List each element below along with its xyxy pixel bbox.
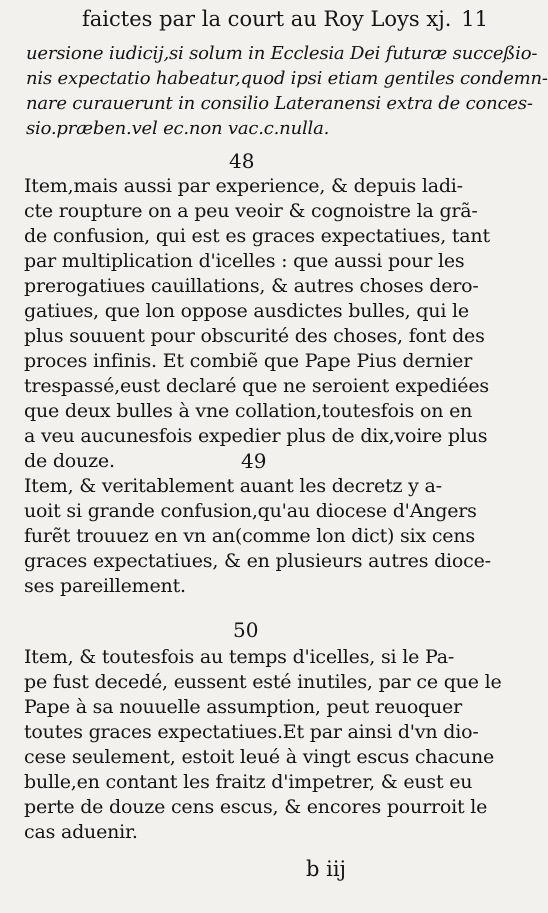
article-number: 49 xyxy=(241,449,267,473)
article-number: 50 xyxy=(233,618,259,642)
article-line: toutes graces expectatiues.Et par ainsi d'vn dio- xyxy=(24,721,479,743)
article-line: Item, & veritablement auant les decretz y a- xyxy=(24,475,442,497)
article-line: graces expectatiues, & en plusieurs autres dioce- xyxy=(24,550,491,572)
article-line: furẽt trouuez en vn an(comme lon dict) six cens xyxy=(24,525,475,547)
article-line: cte roupture on a peu veoir & cognoistre la grã- xyxy=(24,200,478,222)
folio-number: 11 xyxy=(461,7,488,31)
article-line: de confusion, qui est es graces expectatiues, tant xyxy=(24,225,490,247)
article-line: ses pareillement. xyxy=(24,575,186,597)
article-number: 48 xyxy=(229,149,255,173)
running-title: faictes par la court au Roy Loys xj. xyxy=(82,7,452,31)
latin-line: nis expectatio habeatur,quod ipsi etiam gentiles condemn- xyxy=(26,68,548,89)
article-line: gatiues, que lon oppose ausdictes bulles, qui le xyxy=(24,300,469,322)
article-line: Pape à sa nouuelle assumption, peut reuoquer xyxy=(24,696,462,718)
latin-line: nare curauerunt in consilio Lateranensi extra de conces- xyxy=(26,93,533,114)
page-header xyxy=(0,4,500,34)
article-line: proces infinis. Et combiẽ que Pape Pius dernier xyxy=(24,350,473,372)
signature-mark: b iij xyxy=(306,857,347,881)
article-line: uoit si grande confusion,qu'au diocese d'Angers xyxy=(24,500,477,522)
article-line: par multiplication d'icelles : que aussi pour les xyxy=(24,250,465,272)
article-line: plus souuent pour obscurité des choses, font des xyxy=(24,325,485,347)
latin-line: sio.præben.vel ec.non vac.c.nulla. xyxy=(26,118,330,139)
article-line: de douze. xyxy=(24,450,115,472)
article-line: pe fust decedé, eussent esté inutiles, par ce que le xyxy=(24,671,502,693)
article-line: trespassé,eust declaré que ne seroient expediées xyxy=(24,375,489,397)
article-line: cese seulement, estoit leué à vingt escus chacune xyxy=(24,746,495,768)
article-line: bulle,en contant les fraitz d'impetrer, & eust eu xyxy=(24,771,473,793)
latin-line: uersione iudicij,si solum in Ecclesia Dei futuræ succeßio- xyxy=(26,43,538,64)
article-line: perte de douze cens escus, & encores pourroit le xyxy=(24,796,488,818)
article-line: prerogatiues cauillations, & autres choses dero- xyxy=(24,275,479,297)
article-line: cas aduenir. xyxy=(24,821,138,843)
article-line: que deux bulles à vne collation,toutesfois on en xyxy=(24,400,473,422)
article-line: Item,mais aussi par experience, & depuis ladi- xyxy=(24,175,463,197)
article-line: a veu aucunesfois expedier plus de dix,voire plus xyxy=(24,425,488,447)
article-line: Item, & toutesfois au temps d'icelles, si le Pa- xyxy=(24,646,455,668)
